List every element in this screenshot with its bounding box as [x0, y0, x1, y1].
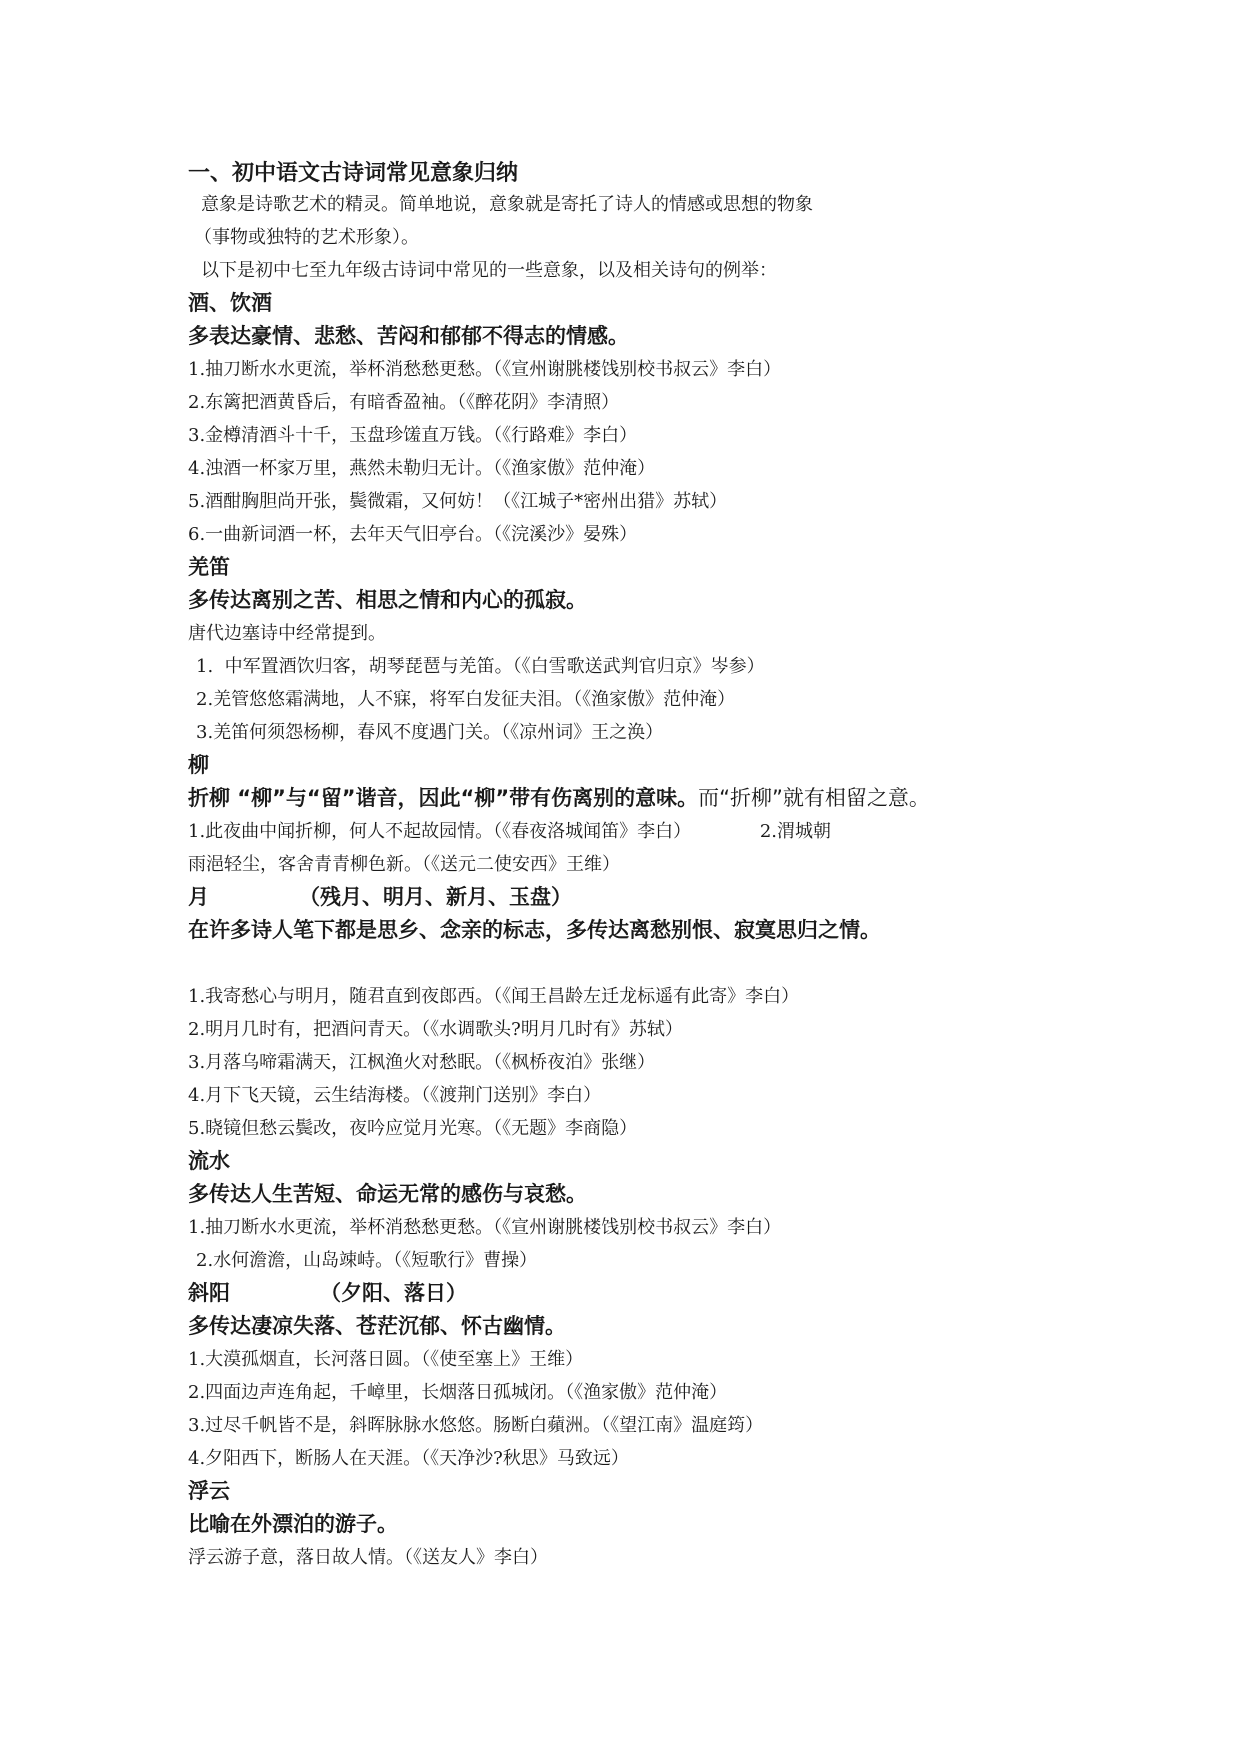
section-heading-willow: 柳 [188, 753, 209, 777]
poem-line: 1.大漠孤烟直，长河落日圆。（《使至塞上》王维） [188, 1349, 584, 1370]
poem-line: 2.明月几时有，把酒问青天。（《水调歌头?明月几时有》苏轼） [188, 1019, 683, 1040]
poem-line: 3.过尽千帆皆不是，斜晖脉脉水悠悠。肠断白蘋洲。（《望江南》温庭筠） [188, 1415, 764, 1436]
document-page [188, 160, 1068, 1574]
section-summary-wine: 多表达豪情、悲愁、苦闷和郁郁不得志的情感。 [188, 324, 629, 348]
heading-sub: （残月、明月、新月、玉盘） [299, 885, 572, 909]
poem-line: 4.夕阳西下，断肠人在天涯。（《天净沙?秋思》马致远） [188, 1448, 629, 1469]
section-note-flute: 唐代边塞诗中经常提到。 [188, 623, 386, 644]
section-heading-moon [188, 881, 1068, 914]
poem-line: 4.月下飞天镜，云生结海楼。（《渡荆门送别》李白） [188, 1085, 602, 1106]
section-summary-moon: 在许多诗人笔下都是思乡、念亲的标志，多传达离愁别恨、寂寞思归之情。 [188, 918, 881, 942]
poem-line: 雨浥轻尘，客舍青青柳色新。（《送元二使安西》王维） [188, 854, 620, 875]
poem-line: 5.酒酣胸胆尚开张，鬓微霜，又何妨！（《江城子*密州出猎》苏轼） [188, 491, 728, 512]
summary-bold-part: 折柳 “柳”与“留”谐音，因此“柳”带有伤离别的意味。 [188, 786, 699, 810]
poem-line: 2.羌管悠悠霜满地，人不寐，将军白发征夫泪。（《渔家傲》范仲淹） [196, 689, 736, 710]
heading-main: 月 [188, 885, 209, 909]
section-heading-sunset [188, 1277, 1068, 1310]
section-summary-flute: 多传达离别之苦、相思之情和内心的孤寂。 [188, 588, 587, 612]
section-heading-water: 流水 [188, 1149, 230, 1173]
section-heading-flute: 羌笛 [188, 555, 230, 579]
intro-line-3: 以下是初中七至九年级古诗词中常见的一些意象，以及相关诗句的例举： [201, 260, 777, 281]
poem-line: 3.羌笛何须怨杨柳，春风不度遇门关。（《凉州词》王之涣） [196, 722, 664, 743]
section-summary-cloud: 比喻在外漂泊的游子。 [188, 1512, 398, 1536]
poem-line: 3.月落乌啼霜满天，江枫渔火对愁眠。（《枫桥夜泊》张继） [188, 1052, 656, 1073]
section-summary-sunset: 多传达凄凉失落、苍茫沉郁、怀古幽情。 [188, 1314, 566, 1338]
blank-line [188, 947, 1068, 980]
poem-line: 6.一曲新词酒一杯，去年天气旧亭台。（《浣溪沙》晏殊） [188, 524, 638, 545]
section-summary-water: 多传达人生苦短、命运无常的感伤与哀愁。 [188, 1182, 587, 1206]
intro-line-2: （事物或独特的艺术形象）。 [194, 227, 419, 248]
poem-line: 3.金樽清酒斗十千，玉盘珍馐直万钱。（《行路难》李白） [188, 425, 638, 446]
poem-line: 1.抽刀断水水更流，举杯消愁愁更愁。（《宣州谢朓楼饯别校书叔云》李白） [188, 359, 782, 380]
poem-line: 2.水何澹澹，山岛竦峙。（《短歌行》曹操） [196, 1250, 538, 1271]
poem-line: 2.四面边声连角起，千嶂里，长烟落日孤城闭。（《渔家傲》范仲淹） [188, 1382, 728, 1403]
poem-line [188, 815, 1068, 848]
poem-line: 2.东篱把酒黄昏后，有暗香盈袖。（《醉花阴》李清照） [188, 392, 620, 413]
heading-main: 斜阳 [188, 1281, 230, 1305]
section-heading-wine: 酒、饮酒 [188, 291, 272, 315]
poem-line: 1.抽刀断水水更流，举杯消愁愁更愁。（《宣州谢朓楼饯别校书叔云》李白） [188, 1217, 782, 1238]
poem-line: 1.我寄愁心与明月，随君直到夜郎西。（《闻王昌龄左迁龙标遥有此寄》李白） [188, 986, 800, 1007]
document-title: 一、初中语文古诗词常见意象归纳 [188, 161, 519, 186]
poem-line: 4.浊酒一杯家万里，燕然未勒归无计。（《渔家傲》范仲淹） [188, 458, 656, 479]
poem-line: 1. 中军置酒饮归客，胡琴琵琶与羌笛。（《白雪歌送武判官归京》岑参） [196, 656, 765, 677]
poem-line-part: 2.渭城朝 [759, 821, 832, 842]
section-heading-cloud: 浮云 [188, 1479, 230, 1503]
summary-tail-part: 而“折柳”就有相留之意。 [698, 786, 930, 810]
section-summary-willow [188, 782, 1068, 815]
intro-line-1: 意象是诗歌艺术的精灵。简单地说，意象就是寄托了诗人的情感或思想的物象 [201, 194, 813, 215]
heading-sub: （夕阳、落日） [320, 1281, 467, 1305]
poem-line-part: 1.此夜曲中闻折柳，何人不起故园情。（《春夜洛城闻笛》李白） [188, 821, 692, 842]
poem-line: 浮云游子意，落日故人情。（《送友人》李白） [188, 1547, 548, 1568]
poem-line: 5.晓镜但愁云鬓改，夜吟应觉月光寒。（《无题》李商隐） [188, 1118, 638, 1139]
